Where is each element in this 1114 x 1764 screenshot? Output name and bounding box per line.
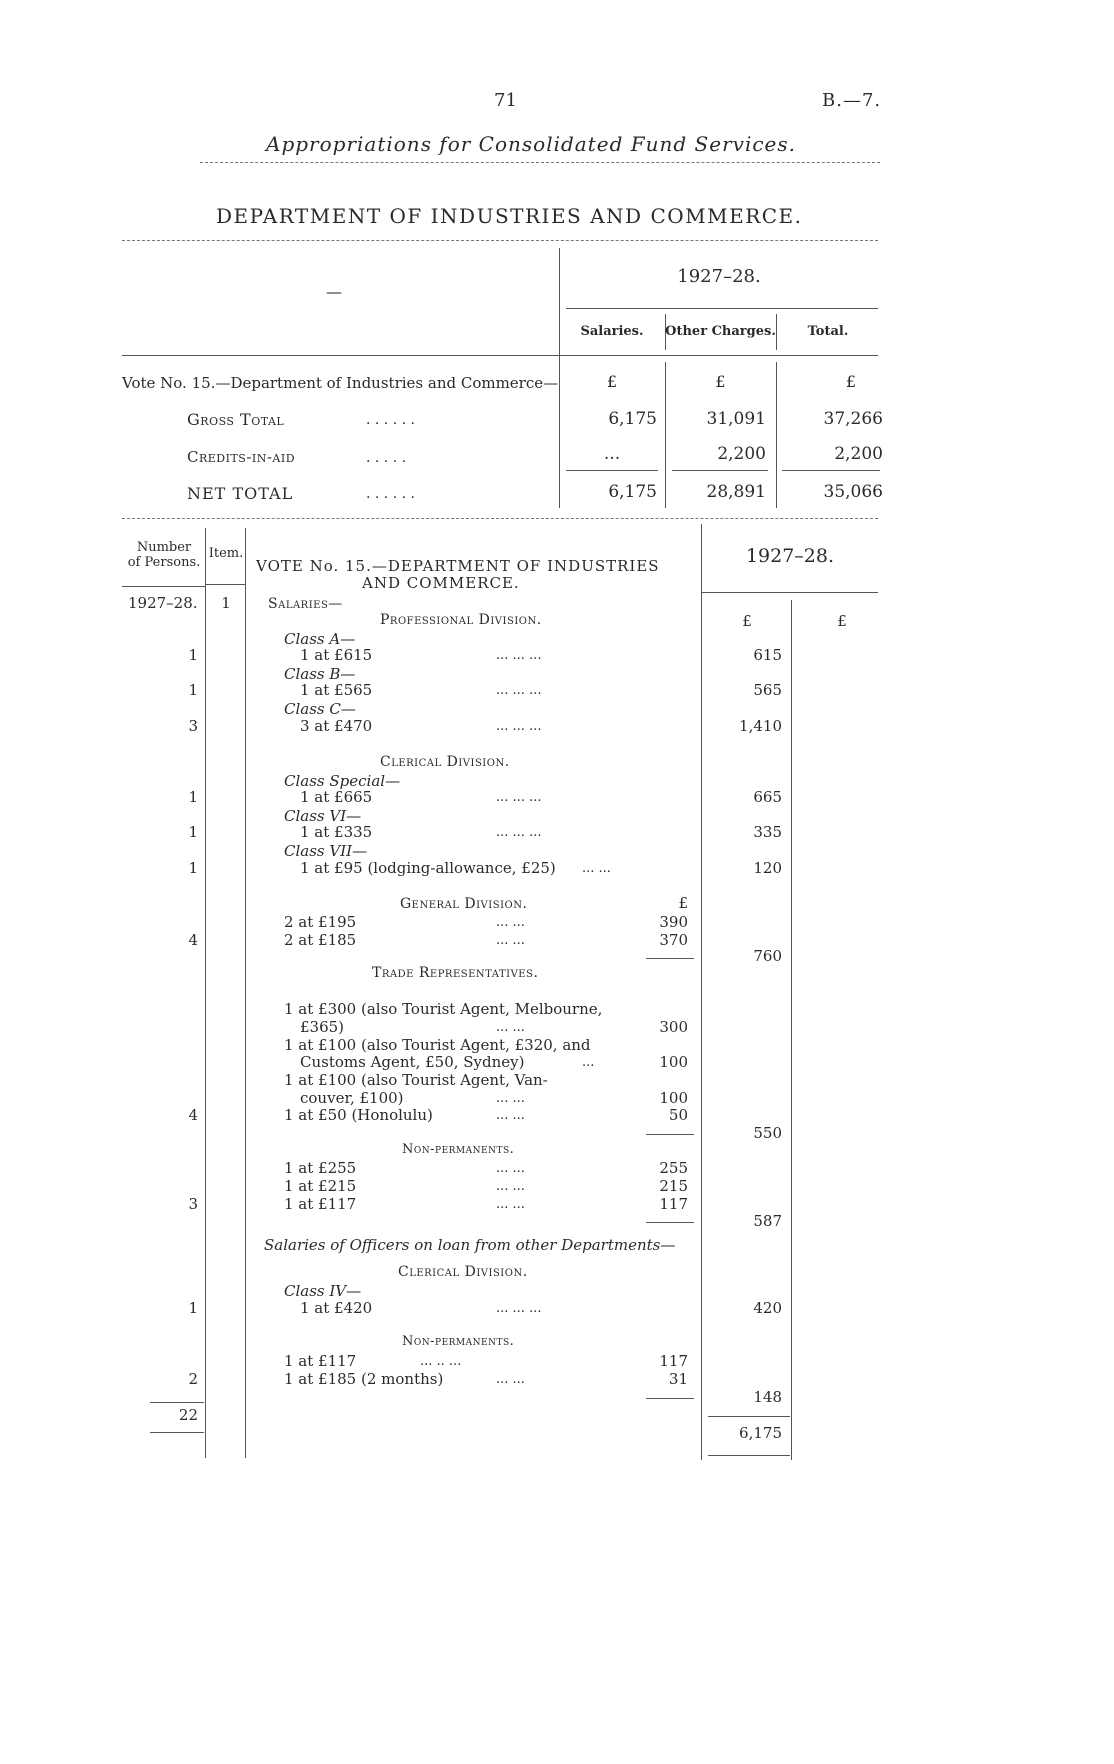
dots: ... ... [496, 1372, 525, 1387]
dots: ... ... ... [496, 719, 542, 734]
general-amount-1: 390 [659, 913, 688, 931]
currency-other: £ [715, 372, 726, 391]
credits-other: 2,200 [717, 444, 766, 464]
class-vii: Class VII— [284, 842, 368, 860]
trade-amount-4: 50 [668, 1106, 688, 1124]
loan-nonperm-line-2: 1 at £185 (2 months) [284, 1370, 444, 1388]
persons-total-bottom-rule [150, 1432, 204, 1433]
loan-clerical-division: Clerical Division. [398, 1264, 528, 1280]
vote-label: Vote No. 15.—Department of Industries and Commerce— [122, 374, 559, 392]
class-b-line: 1 at £565 [300, 681, 373, 699]
general-line-1: 2 at £195 [284, 913, 357, 931]
class-special-persons: 1 [188, 788, 198, 806]
dots: ... ... [496, 1161, 525, 1176]
col-persons-line2: of Persons. [127, 555, 201, 570]
document-subtitle: Appropriations for Consolidated Fund Services. [266, 132, 797, 156]
credits-salaries: ... [603, 444, 621, 464]
loan-nonperm-total: 148 [753, 1388, 782, 1406]
grand-total-bottom-rule [708, 1455, 790, 1456]
heading-rule [122, 240, 878, 241]
class-a-amount: 615 [753, 646, 782, 664]
trade-subtotal-rule [646, 1134, 694, 1135]
trade-representatives: Trade Representatives. [372, 965, 539, 981]
clerical-division: Clerical Division. [380, 754, 510, 770]
class-a-line: 1 at £615 [300, 646, 373, 664]
general-division: General Division. [400, 896, 528, 912]
class-c-persons: 3 [188, 717, 198, 735]
net-other: 28,891 [706, 482, 766, 502]
net-dots: . . . . . . [366, 486, 415, 502]
class-b-persons: 1 [188, 681, 198, 699]
class-special: Class Special— [284, 772, 401, 790]
non-permanents: Non-permanents. [402, 1142, 515, 1157]
col-item-heading: Item. [208, 546, 244, 561]
class-vii-amount: 120 [753, 859, 782, 877]
salaries-label: Salaries— [268, 596, 343, 612]
detail-year: 1927–28. [745, 545, 835, 567]
grand-total: 6,175 [739, 1424, 782, 1442]
class-b-amount: 565 [753, 681, 782, 699]
vote-title-1: VOTE No. 15.—DEPARTMENT OF INDUSTRIES [256, 557, 660, 575]
gross-total-label: Gross Total [187, 410, 285, 429]
loan-nonperm-line-1: 1 at £117 [284, 1352, 357, 1370]
dots: ... ... [496, 1091, 525, 1106]
class-iv-persons: 1 [188, 1299, 198, 1317]
trade-amount-2: 100 [659, 1053, 688, 1071]
currency-salaries: £ [606, 372, 618, 391]
net-total-label: NET TOTAL [187, 484, 294, 503]
trade-amount-3: 100 [659, 1089, 688, 1107]
persons-total: 22 [178, 1406, 198, 1424]
trade-line-1a: 1 at £300 (also Tourist Agent, Melbourne, [284, 1000, 603, 1018]
credits-dots: . . . . . [366, 450, 407, 466]
gross-total: 37,266 [823, 409, 883, 429]
nonperm-line-2: 1 at £215 [284, 1177, 357, 1195]
class-iv-line: 1 at £420 [300, 1299, 373, 1317]
class-b: Class B— [284, 665, 356, 683]
class-vii-persons: 1 [188, 859, 198, 877]
class-vi-line: 1 at £335 [300, 823, 373, 841]
trade-line-3a: 1 at £100 (also Tourist Agent, Van- [284, 1071, 548, 1089]
currency-total: £ [845, 372, 856, 391]
dots: ... ... ... [496, 648, 542, 663]
net-salaries: 6,175 [608, 482, 657, 502]
vote-title-2: AND COMMERCE. [362, 574, 520, 592]
col-persons-line1: Number [136, 540, 192, 555]
dots: ... [582, 1055, 595, 1070]
dots: ... ... [496, 933, 525, 948]
loan-nonperm-amount-2: 31 [668, 1370, 688, 1388]
general-persons: 4 [188, 931, 198, 949]
summary-bottom-rule [122, 518, 878, 519]
detail-currency-1: £ [742, 612, 752, 630]
summary-dash: — [326, 282, 342, 301]
trade-line-2a: 1 at £100 (also Tourist Agent, £320, and [284, 1036, 591, 1054]
loan-nonperm-persons: 2 [188, 1370, 198, 1388]
class-a-persons: 1 [188, 646, 198, 664]
credits-label: Credits-in-aid [187, 448, 296, 466]
net-rule-2 [672, 470, 768, 471]
persons-year: 1927–28. [128, 594, 198, 612]
loan-nonperm-subtotal-rule [646, 1398, 694, 1399]
detail-year-rule [702, 592, 878, 593]
net-rule-3 [782, 470, 880, 471]
general-subtotal-rule [646, 958, 694, 959]
col-persons-heading [122, 540, 206, 570]
item-number: 1 [221, 594, 231, 612]
class-special-line: 1 at £665 [300, 788, 373, 806]
item-heading-rule [206, 584, 246, 585]
nonperm-line-1: 1 at £255 [284, 1159, 357, 1177]
page-number: 71 [494, 90, 517, 111]
trade-line-3b: couver, £100) [300, 1089, 404, 1107]
persons-divider [205, 528, 206, 1458]
nonperm-amount-3: 117 [659, 1195, 688, 1213]
col-other-charges: Other Charges. [665, 324, 776, 339]
general-line-2: 2 at £185 [284, 931, 357, 949]
class-vi-persons: 1 [188, 823, 198, 841]
amount-divider [701, 524, 702, 1460]
credits-total: 2,200 [834, 444, 883, 464]
persons-total-rule [150, 1402, 204, 1403]
class-vii-line: 1 at £95 (lodging-allowance, £25) [300, 859, 556, 877]
class-vi: Class VI— [284, 807, 362, 825]
class-c-line: 3 at £470 [300, 717, 373, 735]
nonperm-amount-2: 215 [659, 1177, 688, 1195]
total-divider [791, 600, 792, 1460]
detail-currency-2: £ [837, 612, 847, 630]
class-c-amount: 1,410 [739, 717, 782, 735]
class-iv-amount: 420 [753, 1299, 782, 1317]
nonperm-line-3: 1 at £117 [284, 1195, 357, 1213]
dots: ... ... [496, 915, 525, 930]
header-bottom-rule [122, 355, 878, 356]
net-rule-1 [566, 470, 658, 471]
subtitle-rule [200, 162, 880, 163]
general-total: 760 [753, 947, 782, 965]
class-special-amount: 665 [753, 788, 782, 806]
trade-line-2b: Customs Agent, £50, Sydney) [300, 1053, 525, 1071]
nonperm-total: 587 [753, 1212, 782, 1230]
summary-year: 1927–28. [677, 266, 761, 287]
dots: ... ... ... [496, 825, 542, 840]
loan-heading: Salaries of Officers on loan from other Departments— [264, 1236, 676, 1254]
class-iv: Class IV— [284, 1282, 362, 1300]
class-c: Class C— [284, 700, 356, 718]
professional-division: Professional Division. [380, 612, 542, 628]
nonperm-persons: 3 [188, 1195, 198, 1213]
general-currency: £ [678, 894, 688, 912]
dots: ... ... ... [496, 1301, 542, 1316]
net-total: 35,066 [823, 482, 883, 502]
trade-total: 550 [753, 1124, 782, 1142]
item-divider [245, 528, 246, 1458]
gross-dots: . . . . . . [366, 412, 415, 428]
col-salaries: Salaries. [580, 324, 644, 339]
dots: ... ... [496, 1179, 525, 1194]
year-rule [566, 308, 878, 309]
dots: ... ... ... [496, 683, 542, 698]
trade-amount-1: 300 [659, 1018, 688, 1036]
nonperm-amount-1: 255 [659, 1159, 688, 1177]
dots: ... ... [496, 1108, 525, 1123]
dots: ... ... ... [496, 790, 542, 805]
gross-salaries: 6,175 [608, 409, 657, 429]
dots: ... ... [496, 1197, 525, 1212]
dots: ... ... [582, 861, 611, 876]
col-total: Total. [807, 324, 849, 339]
gross-other: 31,091 [706, 409, 766, 429]
class-a: Class A— [284, 630, 356, 648]
loan-nonperm-amount-1: 117 [659, 1352, 688, 1370]
general-amount-2: 370 [659, 931, 688, 949]
dots: ... .. ... [420, 1354, 462, 1369]
loan-non-permanents: Non-permanents. [402, 1334, 515, 1349]
nonperm-subtotal-rule [646, 1222, 694, 1223]
grand-total-rule [708, 1416, 790, 1417]
dots: ... ... [496, 1020, 525, 1035]
department-heading: DEPARTMENT OF INDUSTRIES AND COMMERCE. [216, 204, 803, 228]
trade-persons: 4 [188, 1106, 198, 1124]
persons-heading-rule [122, 586, 206, 587]
class-vi-amount: 335 [753, 823, 782, 841]
trade-line-1b: £365) [300, 1018, 345, 1036]
document-reference: B.—7. [822, 90, 882, 111]
trade-line-4: 1 at £50 (Honolulu) [284, 1106, 433, 1124]
